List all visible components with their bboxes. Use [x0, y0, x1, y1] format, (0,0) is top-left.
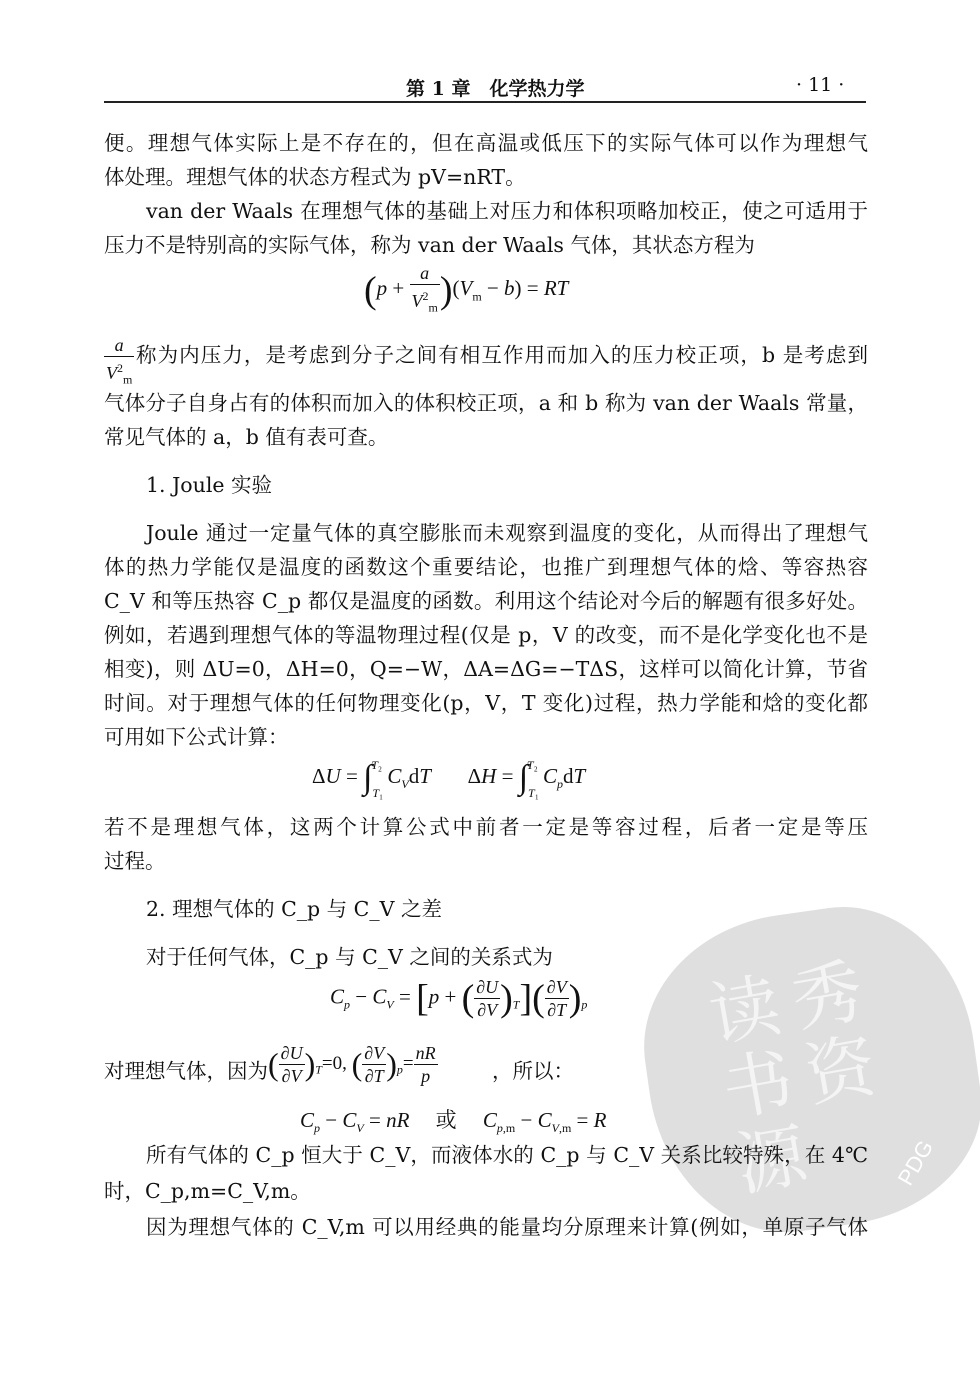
text-line: 气体分子自身占有的体积而加入的体积校正项，a 和 b 称为 van der Waals 常量， — [104, 391, 868, 415]
watermark-seal-text: 读秀书资源 — [703, 946, 897, 1207]
page-number: · 11 · — [796, 74, 845, 96]
text-line: Joule 通过一定量气体的真空膨胀而未观察到温度的变化，从而得出了理想气 — [146, 521, 868, 545]
text-line: 常见气体的 a，b 值有表可查。 — [104, 425, 389, 449]
text-line: 体处理。理想气体的状态方程式为 pV=nRT。 — [104, 165, 526, 189]
watermark-pdg: PDG — [892, 1135, 939, 1190]
text-line: 可用如下公式计算： — [104, 725, 289, 749]
text-line: 称为内压力，是考虑到分子之间有相互作用而加入的压力校正项，b 是考虑到 — [136, 343, 868, 367]
chapter-header: 第 1 章 化学热力学 — [406, 78, 585, 100]
ideal-partials-inline: ( $\frac{\partial U}{\partial V}$ )$_T=0$, ( $\frac{\partial V}{\partial T}$ )$_p=$ $\frac{nR}{p}$ — [268, 1043, 436, 1086]
header-rule — [104, 101, 866, 103]
text-line: 因为理想气体的 C_V,m 可以用经典的能量均分原理来计算(例如，单原子气体 — [146, 1215, 868, 1239]
text-line: 过程。 — [104, 849, 166, 873]
joule-equations: $\Delta U = \int_{T_1}^{T_2}$ $C_VdT$ $\Delta H = \int_{T_1}^{T_2}$ $C_pdT$ — [312, 758, 586, 800]
text-line: C_V 和等压热容 C_p 都仅是温度的函数。利用这个结论对今后的解题有很多好处。 — [104, 589, 868, 613]
text-line: van der Waals 在理想气体的基础上对压力和体积项略加校正，使之可适用于 — [146, 199, 868, 223]
vdw-equation: (p + $\frac{a}{V^2_m}$ )$(V_m - b)$ = RT — [364, 263, 569, 315]
text-line: 便。理想气体实际上是不存在的，但在高温或低压下的实际气体可以作为理想气 — [104, 131, 868, 155]
cp-cv-general-equation: $C_p - C_V = [p$ + ( $\frac{\partial U}{\partial V}$ )$_T$]( $\frac{\partial V}{\partial T}$ )$_p$ — [330, 977, 588, 1020]
text-line: 时间。对于理想气体的任何物理变化(p，V，T 变化)过程，热力学能和焓的变化都 — [104, 691, 868, 715]
text-line: 对理想气体，因为 — [104, 1059, 268, 1083]
text-line: 若不是理想气体，这两个计算公式中前者一定是等容过程，后者一定是等压 — [104, 815, 868, 839]
cp-cv-ideal-equation: $C_p - C_V$ = nR 或 $C_{p,m} - C_{V,m} = R$ — [300, 1108, 607, 1136]
text-line: 所有气体的 C_p 恒大于 C_V，而液体水的 C_p 与 C_V 关系比较特殊，在 4℃ — [146, 1143, 868, 1167]
text-line: ，所以： — [492, 1059, 574, 1083]
section-title: 1. Joule 实验 — [146, 473, 273, 497]
text-line: 时，C_p,m=C_V,m。 — [104, 1179, 311, 1203]
text-line: 对于任何气体，C_p 与 C_V 之间的关系式为 — [146, 945, 553, 969]
text-line: 体的热力学能仅是温度的函数这个重要结论，也推广到理想气体的焓、等容热容 — [104, 555, 868, 579]
text-line: 例如，若遇到理想气体的等温物理过程(仅是 p，V 的改变，而不是化学变化也不是 — [104, 623, 868, 647]
section-title: 2. 理想气体的 C_p 与 C_V 之差 — [146, 897, 442, 921]
text-line: 压力不是特别高的实际气体，称为 van der Waals 气体，其状态方程为 — [104, 233, 755, 257]
internal-pressure-fraction: $\frac{a}{V^2_m}$ — [106, 335, 133, 387]
text-line: 相变)，则 ΔU=0，ΔH=0，Q=−W，ΔA=ΔG=−TΔS，这样可以简化计算，节省 — [104, 657, 868, 681]
